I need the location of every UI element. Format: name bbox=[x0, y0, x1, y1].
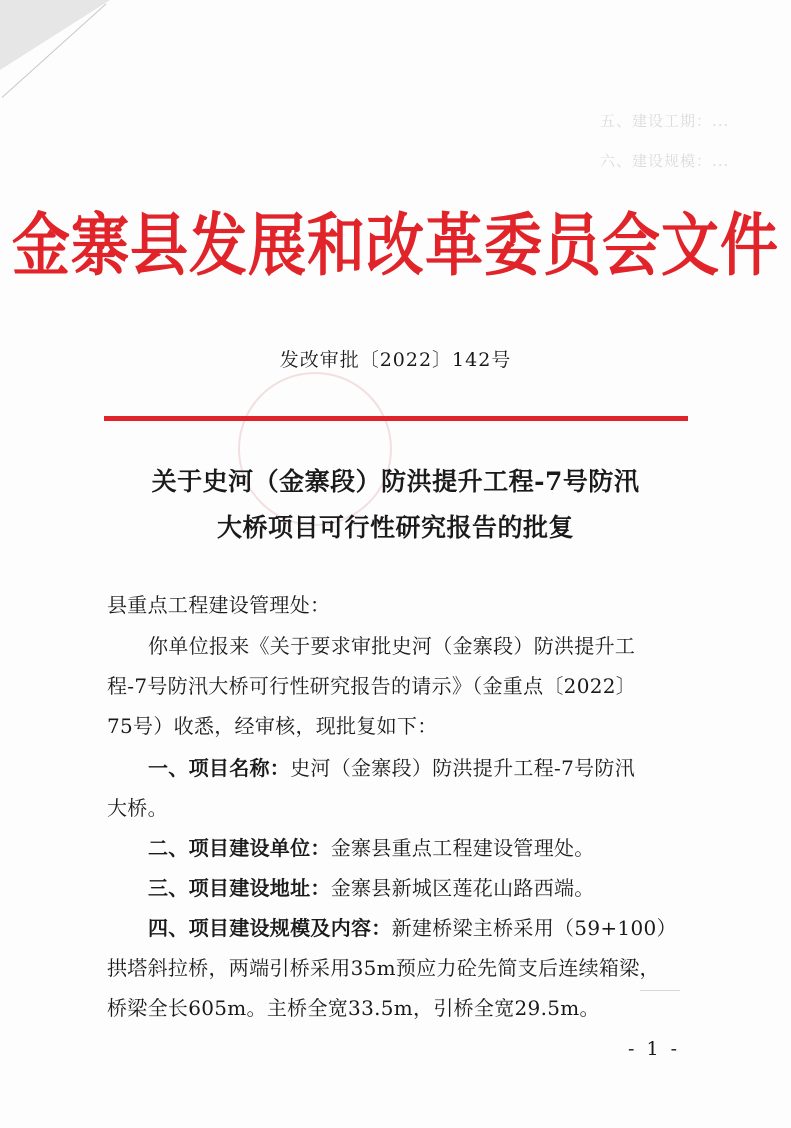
item-value: 金寨县重点工程建设管理处。 bbox=[330, 836, 595, 860]
red-divider-line bbox=[104, 416, 688, 421]
item-project-name-cont: 大桥。 bbox=[107, 796, 168, 820]
item-label: 三、项目建设地址： bbox=[148, 876, 331, 900]
bleed-through-text: 六、建设规模：... bbox=[600, 152, 730, 170]
issuing-authority-title: 金寨县发展和改革委员会文件 bbox=[11, 205, 779, 286]
item-scale-content bbox=[148, 912, 677, 941]
item-scale-content-cont: 拱塔斜拉桥，两端引桥采用35m预应力砼先简支后连续箱梁， bbox=[107, 956, 660, 980]
item-label: 一、项目名称： bbox=[148, 756, 291, 780]
item-scale-content-cont: 桥梁全长605m。主桥全宽33.5m，引桥全宽29.5m。 bbox=[107, 996, 600, 1020]
document-number: 发改审批〔2022〕142号 bbox=[279, 349, 512, 371]
paragraph-intro: 程-7号防汛大桥可行性研究报告的请示》（金重点〔2022〕 bbox=[107, 674, 637, 698]
item-value: 新建桥梁主桥采用（59+100） bbox=[391, 916, 677, 940]
paragraph-intro: 75号）收悉，经审核，现批复如下： bbox=[107, 714, 438, 738]
bleed-through-mark bbox=[640, 990, 680, 991]
document-title-line-2: 大桥项目可行性研究报告的批复 bbox=[216, 513, 574, 542]
item-label: 四、项目建设规模及内容： bbox=[148, 916, 392, 940]
faint-seal bbox=[238, 372, 392, 526]
recipient: 县重点工程建设管理处： bbox=[107, 593, 331, 617]
folded-corner bbox=[0, 0, 110, 70]
item-project-name bbox=[148, 752, 635, 781]
document-title-line-1: 关于史河（金寨段）防洪提升工程-7号防汛 bbox=[151, 467, 640, 496]
item-construction-site bbox=[148, 872, 595, 901]
paragraph-intro: 你单位报来《关于要求审批史河（金寨段）防洪提升工 bbox=[148, 634, 636, 658]
item-construction-unit bbox=[148, 832, 595, 861]
item-value: 金寨县新城区莲花山路西端。 bbox=[330, 876, 595, 900]
page-number: - 1 - bbox=[628, 1038, 681, 1060]
item-label: 二、项目建设单位： bbox=[148, 836, 331, 860]
bleed-through-text: 五、建设工期：... bbox=[600, 112, 730, 130]
item-value: 史河（金寨段）防洪提升工程-7号防汛 bbox=[290, 756, 635, 780]
